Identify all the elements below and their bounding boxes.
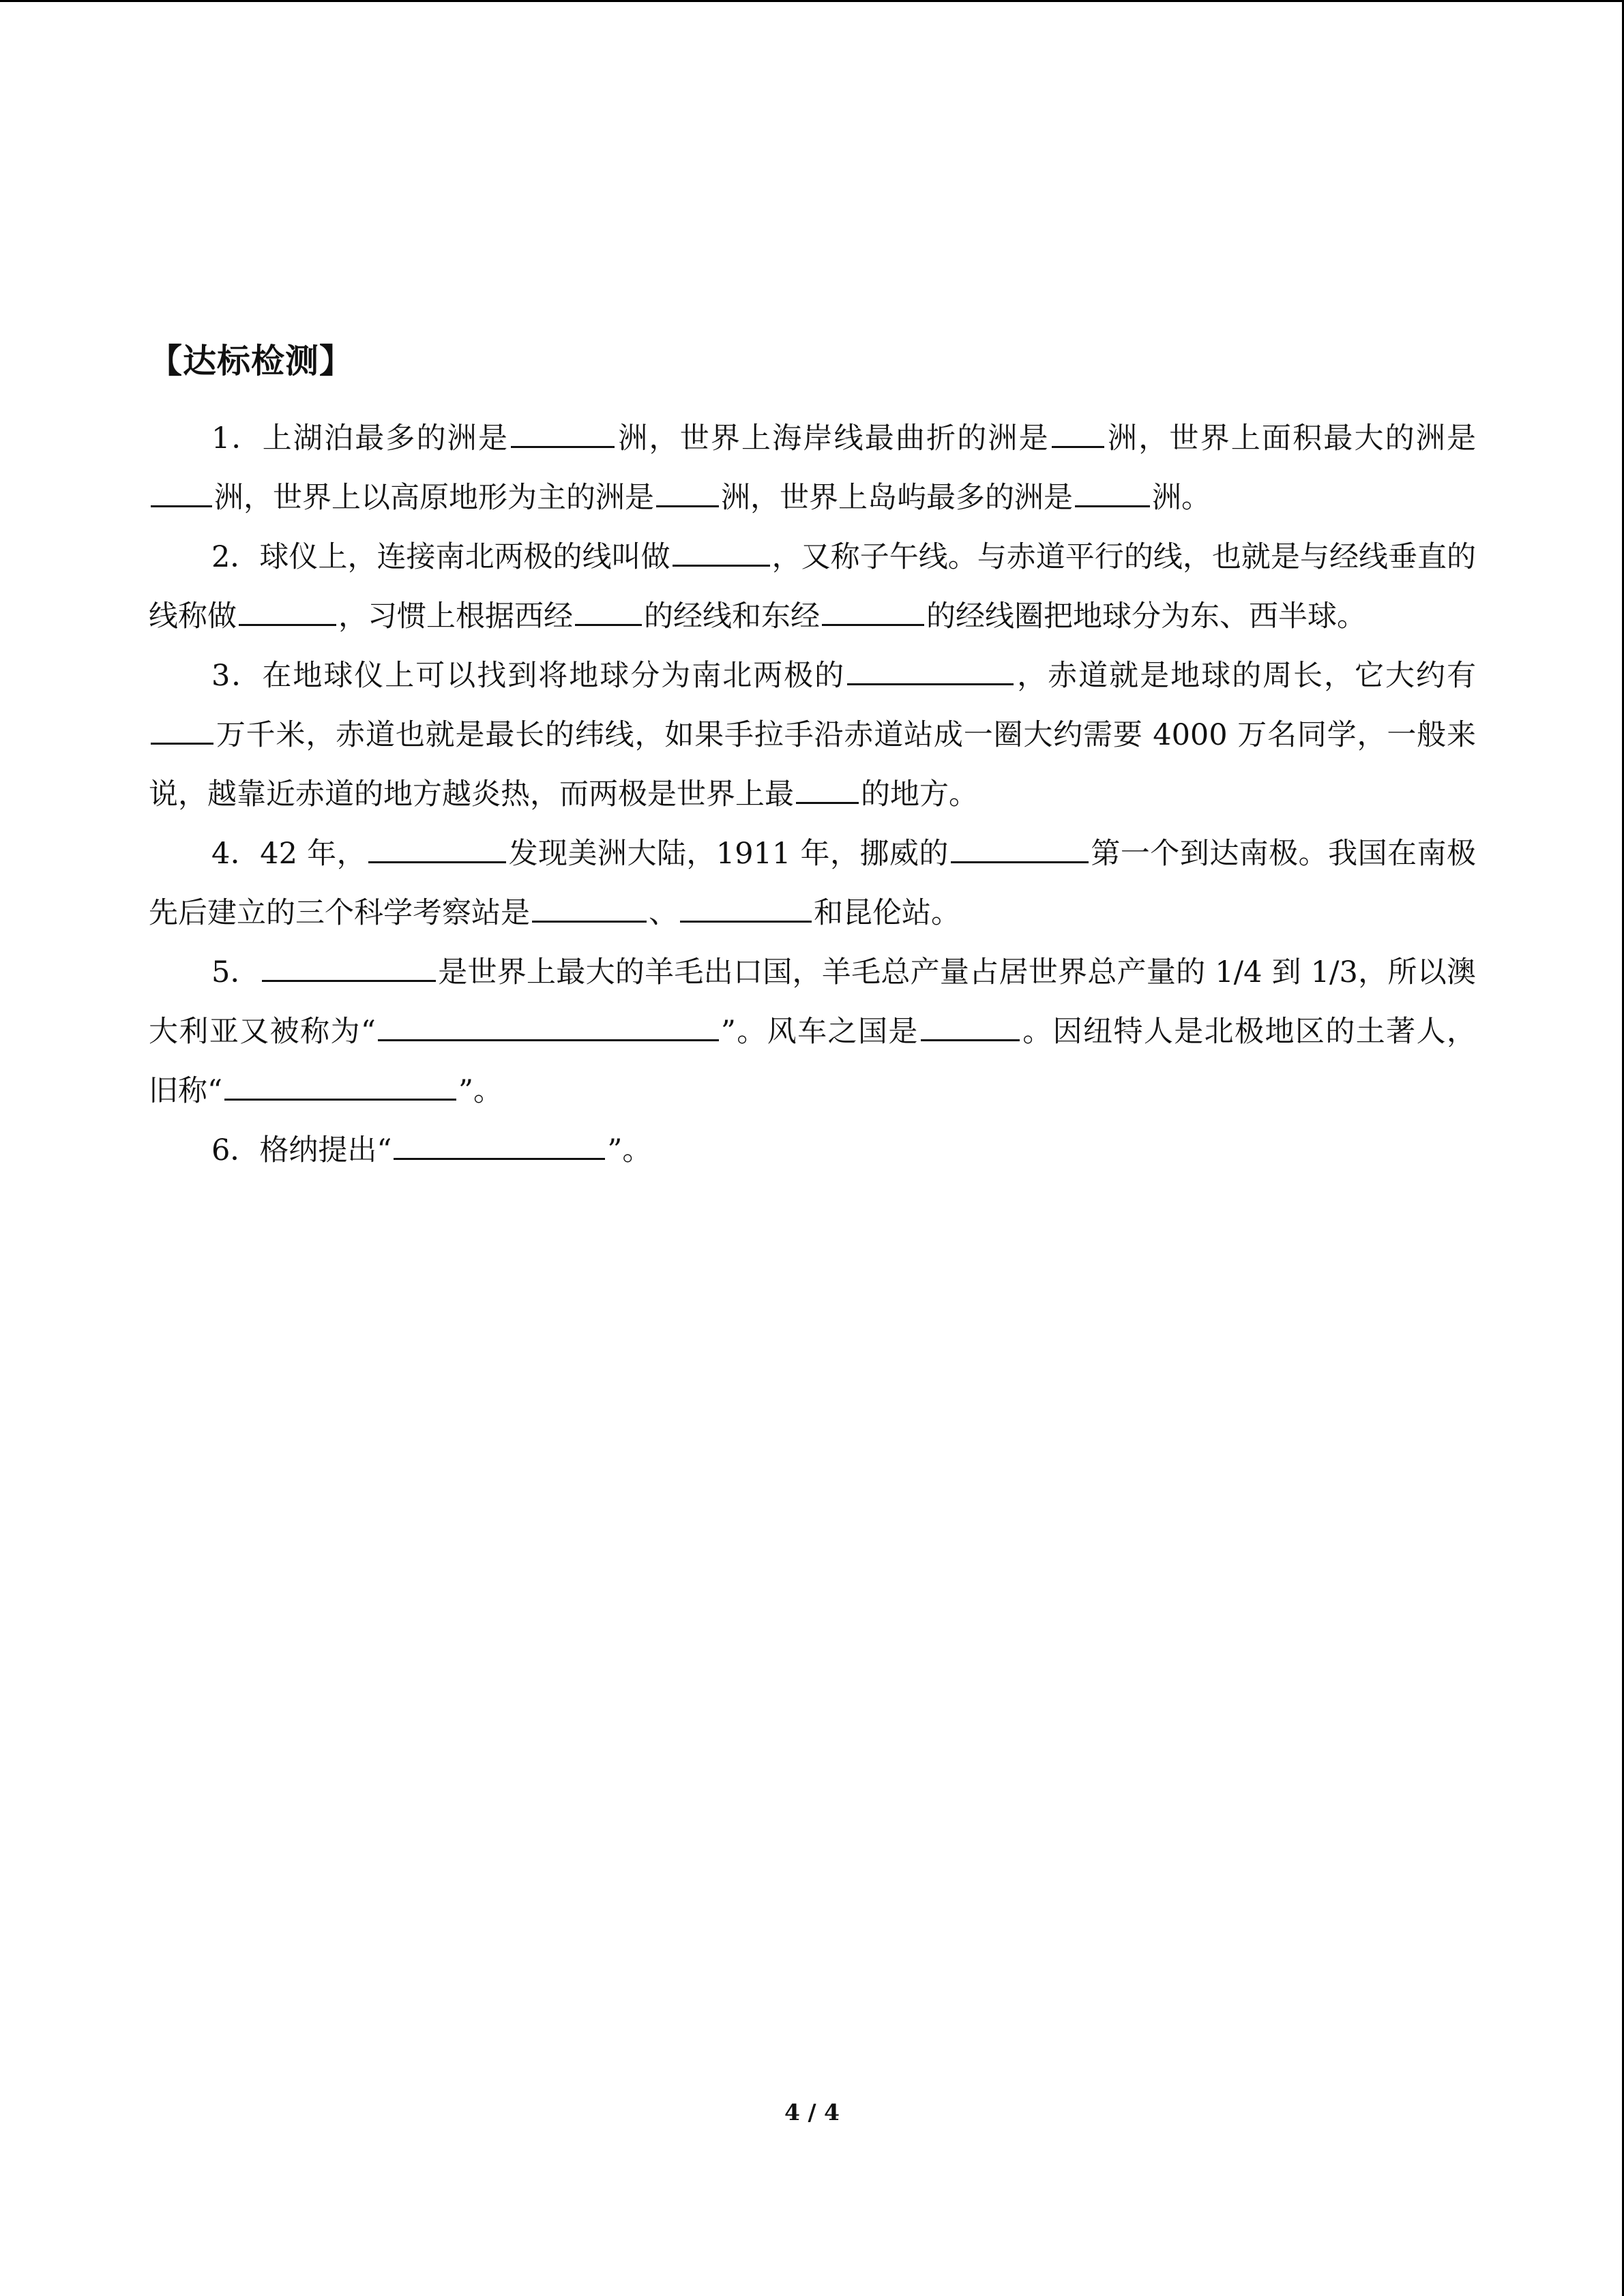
page-number: 4 / 4 [784,2099,840,2126]
worksheet-content [149,333,1476,1180]
answer-blank [511,419,615,448]
answer-blank [796,775,859,804]
question-1-text-3: 洲，世界上面积最大的洲是 [1106,421,1477,456]
answer-blank [368,834,506,863]
answer-blank [656,478,719,507]
question-3-text-4: 的地方。 [861,777,978,811]
question-3-text-2: ，赤道就是地球的周长，它大约有 [1016,659,1477,693]
question-2 [149,528,1476,646]
answer-blank [951,834,1089,863]
question-5-text-5: ”。 [458,1074,503,1108]
answer-blank [575,597,642,626]
question-3-text-3: 万千米，赤道也就是最长的纬线，如果手拉手沿赤道站成一圈大约需要 4000 万名同学，一般来说，越靠近赤道的地方越炎热，而两极是世界上最 [149,718,1476,811]
question-1-text-2: 洲，世界上海岸线最曲折的洲是 [617,421,1050,456]
answer-blank [394,1131,605,1160]
question-2-text-2: ，又称子午线。与赤道平行的线，也就是与经线垂直的线称做 [149,540,1477,633]
answer-blank [1052,419,1104,448]
answer-blank [680,893,812,923]
question-5 [149,943,1476,1121]
answer-blank [921,1012,1020,1041]
question-5-text-1: 5． [211,955,260,989]
answer-blank [151,715,213,745]
question-2-text-3: ，习惯上根据西经 [338,599,573,633]
answer-blank [847,656,1014,685]
question-4-text-1: 4．42 年， [211,837,367,871]
question-6 [149,1121,1476,1180]
answer-blank [1075,478,1150,507]
question-3 [149,646,1476,824]
question-1-text-5: 洲，世界上岛屿最多的洲是 [721,481,1073,515]
question-5-text-3: ”。风车之国是 [720,1015,919,1049]
question-1 [149,409,1476,528]
question-3-text-1: 3．在地球仪上可以找到将地球分为南北两极的 [211,659,846,693]
question-5-text-4: 。因纽特人是北极地区的土著人，旧称“ [149,1015,1477,1108]
question-4-text-5: 和昆伦站。 [814,896,960,930]
question-6-text-2: ”。 [607,1133,652,1167]
question-4-text-4: 、 [649,896,678,930]
question-2-text-5: 的经线圈把地球分为东、西半球。 [926,599,1366,633]
question-4 [149,824,1476,943]
question-5-text-2: 是世界上最大的羊毛出口国，羊毛总产量占居世界总产量的 1/4 到 1/3，所以澳大利亚又被称为“ [149,955,1476,1049]
question-6-text-1: 6．格纳提出“ [211,1133,392,1167]
question-1-text-6: 洲。 [1152,481,1211,515]
question-4-text-2: 发现美洲大陆，1911 年，挪威的 [508,837,949,871]
answer-blank [532,893,647,923]
question-2-text-1: 2．球仪上，连接南北两极的线叫做 [211,540,670,574]
answer-blank [262,953,436,982]
answer-blank [151,478,212,507]
page-top-border [0,0,1624,2]
question-1-text-1: 1．上湖泊最多的洲是 [211,421,510,456]
question-1-text-4: 洲，世界上以高原地形为主的洲是 [214,481,654,515]
answer-blank [378,1012,719,1041]
question-2-text-4: 的经线和东经 [644,599,820,633]
answer-blank [822,597,924,626]
answer-blank [224,1071,456,1101]
question-4-text-3: 第一个到达南极。我国在南极先后建立的三个科学考察站是 [149,837,1476,930]
answer-blank [239,597,336,626]
answer-blank [673,537,770,567]
section-title: 【达标检测】 [149,342,354,381]
